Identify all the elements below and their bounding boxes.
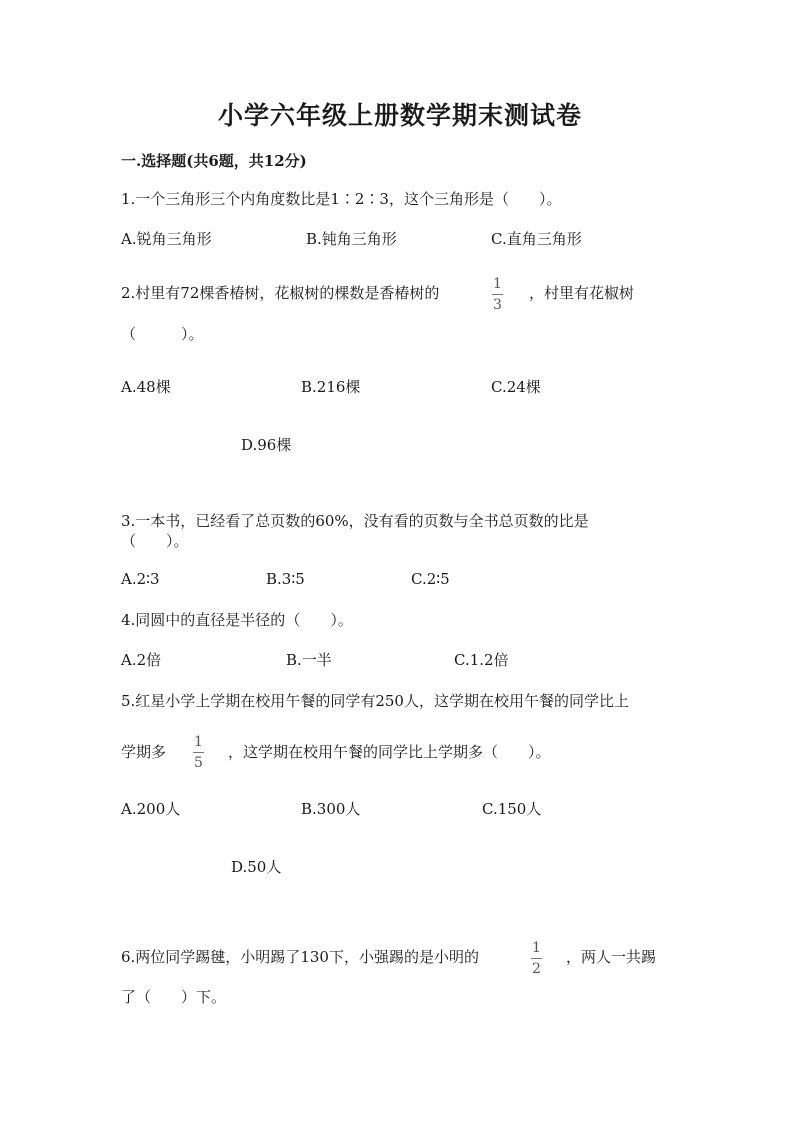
question-6-fraction xyxy=(531,940,542,977)
question-3-stem-b: （ ）。 xyxy=(121,532,189,550)
question-5-option-c: C.150人 xyxy=(482,800,542,818)
fraction-denominator: 3 xyxy=(493,297,502,313)
question-5-option-d: D.50人 xyxy=(231,858,282,876)
question-1-option-b: B.钝角三角形 xyxy=(306,230,397,248)
fraction-numerator: 1 xyxy=(194,734,203,750)
question-6-stem-b: ，两人一共踢 xyxy=(566,948,657,966)
question-5-stem-a: 5.红星小学上学期在校用午餐的同学有250人，这学期在校用午餐的同学比上 xyxy=(121,692,629,710)
question-3-option-b: B.3∶5 xyxy=(266,570,305,588)
question-1-option-a: A.锐角三角形 xyxy=(121,230,212,248)
question-6-stem-c: 了（ ）下。 xyxy=(121,988,227,1006)
question-3-option-c: C.2∶5 xyxy=(411,570,450,588)
fraction-numerator: 1 xyxy=(532,940,541,956)
question-4-option-b: B.一半 xyxy=(286,651,332,669)
page-title: 小学六年级上册数学期末测试卷 xyxy=(217,101,582,130)
question-5-stem-b: 学期多 xyxy=(121,743,167,761)
fraction-numerator: 1 xyxy=(493,276,502,292)
section-heading: 一.选择题(共6题，共12分) xyxy=(121,152,307,170)
question-2-option-b: B.216棵 xyxy=(301,378,361,396)
question-2-stem-b: ，村里有花椒树 xyxy=(529,284,635,302)
question-5-stem-c: ，这学期在校用午餐的同学比上学期多（ ）。 xyxy=(228,743,551,761)
question-1-stem: 1.一个三角形三个内角度数比是1∶2∶3，这个三角形是（ ）。 xyxy=(121,190,562,208)
question-2-fraction xyxy=(492,276,503,313)
fraction-denominator: 2 xyxy=(532,961,541,977)
question-2-option-d: D.96棵 xyxy=(241,436,292,454)
question-4-option-c: C.1.2倍 xyxy=(454,651,509,669)
question-2-option-a: A.48棵 xyxy=(121,378,171,396)
question-6-stem-a: 6.两位同学踢毽，小明踢了130下，小强踢的是小明的 xyxy=(121,948,479,966)
question-3-stem-a: 3.一本书，已经看了总页数的60%，没有看的页数与全书总页数的比是 xyxy=(121,512,589,530)
question-5-option-b: B.300人 xyxy=(301,800,361,818)
question-2-stem-a: 2.村里有72棵香椿树，花椒树的棵数是香椿树的 xyxy=(121,284,440,302)
fraction-bar xyxy=(492,294,503,295)
question-4-stem: 4.同圆中的直径是半径的（ ）。 xyxy=(121,611,353,629)
question-4-option-a: A.2倍 xyxy=(121,651,162,669)
question-5-option-a: A.200人 xyxy=(121,800,181,818)
question-3-option-a: A.2∶3 xyxy=(121,570,160,588)
fraction-bar xyxy=(193,752,204,753)
fraction-bar xyxy=(531,958,542,959)
fraction-denominator: 5 xyxy=(194,755,203,771)
question-2-option-c: C.24棵 xyxy=(491,378,541,396)
question-2-stem-c: （ ）。 xyxy=(121,325,204,343)
question-1-option-c: C.直角三角形 xyxy=(491,230,582,248)
question-5-fraction xyxy=(193,734,204,771)
